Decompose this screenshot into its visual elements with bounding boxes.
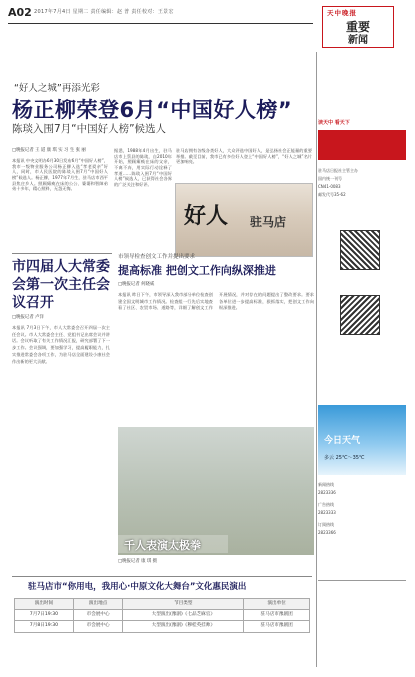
table-cell: 大型演出(豫剧)《穆桂英挂帅》 [123,621,244,632]
lead-column-2: 据悉，1988年4月出生，驻马店市上蔡县的陈琰，自2010年开始，照顾瘫痪在床的父亲，不离不弃，用实际行动诠释了孝道……陈琰入围7月“中国好人榜”候选人，已获得社会各界的广泛关注和好评。 [114,148,172,188]
npc-byline: □晚报记者 卢洋 [12,315,44,320]
table-cell: 市会展中心 [73,621,123,632]
inspection-byline: □晚报记者 何晓威 [118,282,155,287]
page-number: A02 [8,6,32,19]
photo-credit: □晚报记者 康 琪 摄 [118,559,158,564]
qr-code-icon [340,230,380,270]
ad-hotline-number: 2823333 [318,510,336,515]
inspection-kicker: 市领导检查创文工作并提出要求 [118,254,196,260]
section-title-line1: 重要 [345,20,370,34]
subscription-number: 2823366 [318,530,336,535]
table-header-cell: 节目类型 [123,599,244,610]
lead-byline: □晚报记者 王 道 康 琪 实 习 生 张 丽 [12,148,86,153]
badge-main-text: 好人 [184,204,229,229]
table-header-cell: 演出时间 [15,599,74,610]
lead-subhead: 陈琰入围7月“中国好人榜”候选人 [12,123,167,135]
table-cell: 驻马店市豫剧团 [244,621,310,632]
section-divider [12,253,112,254]
weather-panel [318,405,406,475]
inspection-body: 本报讯 昨日下午，市领导深入我市部分单位检查创建全国文明城市工作情况。检查组一行先后实地查看了社区、农贸市场、道路等，详细了解创文工作开展情况，并对存在的问题提出了整改要求。要求各单位进一步提高标准，狠抓落实，把创文工作向纵深推进。 [118,292,314,311]
sidebar-cn: CN41-0083 [318,184,341,189]
table-cell: 7月7日19:30 [15,610,74,621]
qr-code-icon [340,295,380,335]
table-cell: 7月8日19:30 [15,621,74,632]
table-header-cell: 演出地点 [73,599,123,610]
hotline-label: 新闻热线 [318,482,334,487]
lead-kicker: “好人之城”再添光彩 [14,83,100,94]
masthead-logo [322,6,394,48]
hotline-number: 2823336 [318,490,336,495]
sidebar-ad-banner [318,130,406,160]
table-header-row [15,599,310,610]
table-cell: 大型演出(豫剧)《七品芝麻官》 [123,610,244,621]
sidebar-license: 国内统一刊号 [318,176,342,181]
ad-hotline-label: 广告热线 [318,502,334,507]
badge-sub-text: 驻马店 [250,215,287,229]
lead-column-1: 本报讯 中央文明办6月30日发布6月“中国好人榜”，我市一级物业服务公司杨正柳入选“孝老爱亲”好人，同时，市人民医院的陈琰入围7月“中国好人榜”候选人。杨正柳，1977年7月生，驻马店市西平县焦庄乡人。照顾瘫痪在床的公公、婆婆和智障弟弟十多年，精心照料，无怨无悔。 [12,158,108,192]
header-rule [8,23,313,24]
good-people-badge [175,183,313,257]
sidebar-publisher: 驻马店日报社主管主办 [318,168,358,173]
performance-table [14,598,310,633]
weather-forecast: 多云 25℃～35℃ [324,455,365,461]
inspection-headline: 提高标准 把创文工作向纵深推进 [118,264,276,277]
table-row [15,610,310,621]
npc-headline: 市四届人大常委会第一次主任会议召开 [12,259,110,312]
table-cell: 驻马店市豫剧团 [244,610,310,621]
performance-table-title: 驻马店市“你用电，我用心·中原文化大舞台”文化惠民演出 [28,582,247,592]
sidebar-rule [318,580,406,581]
table-row [15,621,310,632]
weather-title: 今日天气 [324,436,361,446]
npc-body: 本报讯 7月3日下午，市人大常委会召开四届一次主任会议。市人大常委会主任、党组书记出席会议并讲话。会议听取了有关工作情况汇报，研究部署了下一步工作。会议强调，要加强学习，提高履职能力，扎实推进常委会各项工作，为驻马店全面建设小康社会作出新的更大贡献。 [12,325,110,364]
table-cell: 市会展中心 [73,610,123,621]
sidebar-divider [316,52,317,667]
brand-name: 天中晚报 [327,9,357,17]
photo-caption: 千人表演太极拳 [124,539,201,552]
subscription-label: 订阅热线 [318,522,334,527]
lead-column-3: 驻马店拥有各级各类好人，大众评选中国好人，是弘扬社会正能量的重要举措。截至目前，我市已有多位好人登上“中国好人榜”，“好人之城”名片更加响亮。 [176,148,312,165]
sidebar-slogan: 读天中 看天下 [318,120,350,126]
table-header-cell: 演出单位 [244,599,310,610]
sidebar-post-code: 邮发代号35-62 [318,192,346,197]
lead-headline: 杨正柳荣登6月“中国好人榜” [12,98,293,122]
table-divider [12,576,312,577]
date-line: 2017年7月4日 星期二 责任编辑：赵 普 责任校对：王景宏 [34,9,174,15]
section-title-line2: 新闻 [348,35,368,46]
